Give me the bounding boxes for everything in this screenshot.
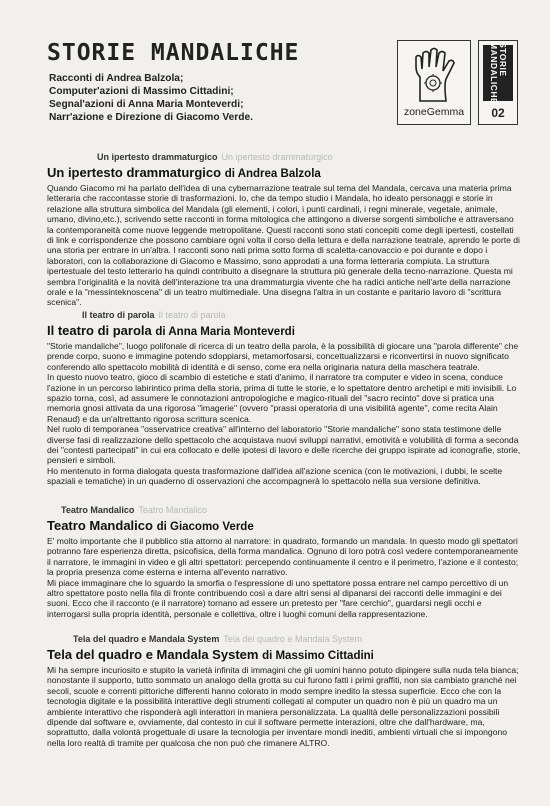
section-teatro-mandalico <box>47 505 522 619</box>
kicker-ghost: Un ipertesto drammaturgico <box>221 152 333 162</box>
issue-number: 02 <box>491 106 505 120</box>
paragraph: Mi piace immaginare che lo sguardo la smorfia o l'espressione di uno spettatore possa entrare nel campo percettivo di un altro spettatore posto nella fila di fronte contribuendo così a dare altri sensi al dipanarsi dei racconti delle immagini e dei suoni. Ecco che il racconto (e il narratore) tornano ad essere un pretesto per "fare cerchio", guardarsi negli occhi e interrogarsi sulla propria identità, personale e collettiva, oltre i luoghi comuni della rappresentazione. <box>47 577 509 619</box>
section-kicker <box>47 505 522 518</box>
logo-name: zoneGemma <box>403 106 465 118</box>
logo-box <box>397 40 471 125</box>
credits-block <box>49 72 379 124</box>
section-author: di Giacomo Verde <box>156 521 254 533</box>
kicker-ghost: Il teatro di parola <box>158 310 226 320</box>
paragraph: "Storie mandaliche", luogo polifonale di ricerca di un teatro della parola, è la possibilità di giocare una "parola differente" che prende corpo, suono e immagine potendo sdoppiarsi, metamorfosarsi, concettualizzarsi e riconvertirsi in nuovo significato conferendo allo spettacolo mobilità di identità e di senso, come era nella originaria natura della maschera teatrale. <box>47 341 519 372</box>
section-body <box>47 665 522 748</box>
paragraph: E' molto importante che il pubblico stia attorno al narratore: in quadrato, formando un mandala. In questo modo gli spettatori potranno fare esperienza diretta, psicofisica, della forma mandalica. Ognuno di loro potrà così vedere contemporaneamente il narratore, le immagini in video e gli altri spettatori: percependo continuamente il centro e il perimetro, l'azione e il contesto; la propria presenza come esterna e interna all'evento narrativo. <box>47 536 519 578</box>
kicker-ghost: Teatro Mandalico <box>138 505 207 515</box>
page-title: STORIE MANDALICHE <box>47 40 300 66</box>
paragraph: Quando Giacomo mi ha parlato dell'idea di una cybernarrazione teatrale sul tema del Mandala, cercava una materia prima letteraria che raccontasse storie di trasformazioni. Io, che da tempo studio i Mandala, ho ideato personaggi e storie in relazione alla struttura simbolica del Mandala (gli elementi, i colori, i punti cardinali, i regni minerale, vegetale, animale, umano, divino,etc.), scrivendo sette racconti in forma mitologica che attingono a diverse sorgenti simboliche e attraversano la contemporaneità come nuove leggende metropolitane. Questi racconti sono stati concepiti come degli ipertesti, costellati di link e corrispondenze che possono cambiare ogni volta il corso della lettura e della narrazione teatrale, aprendo le porte di una storia per entrare in un'altra. I racconti sono nati prima sotto forma di scaletta-canovaccio e poi durante e dopo i laboratori, con la collaborazione di Giacomo e Massimo, sono approdati a una forma letteraria compiuta. La struttura ipertestuale del testo letterario ha quindi contribuito a disegnare la struttura più generale della tecno-narrazione. Questa mi sembra l'originalità e la novità dell'interazione tra una drammaturgia vivente che ha radici antiche nell'arte della narrazione orale e la "messinteknoscena" di un teatro multimediale. Una disegna l'altra in un costante e paritario lavoro di "scrittura scenica". <box>47 183 520 308</box>
section-teatro-parola <box>47 310 522 487</box>
credit-line: Narr'azione e Direzione di Giacomo Verde. <box>49 112 253 123</box>
section-title <box>47 323 522 340</box>
kicker-ghost: Tela del quadro e Mandala System <box>223 634 362 644</box>
section-ipertesto <box>47 152 522 308</box>
kicker-text: Tela del quadro e Mandala System <box>73 634 220 644</box>
hand-mandala-icon <box>408 47 460 103</box>
section-tela-quadro <box>47 634 522 748</box>
section-kicker <box>47 310 522 323</box>
series-label: STORIE MANDALICHE <box>483 45 513 101</box>
section-title-text: Un ipertesto drammaturgico <box>47 165 222 180</box>
section-title-text: Tela del quadro e Mandala System <box>47 647 259 662</box>
section-author: di Massimo Cittadini <box>262 650 374 662</box>
section-body <box>47 536 522 619</box>
paragraph: Mi ha sempre incuriosito e stupito la varietà infinita di immagini che gli uomini hanno potuto dipingere sulla nuda tela bianca; nonostante il supporto, tutto sommato un analogo della grotta su cui furono fatti i primi graffiti, non sia cambiato granché nei secoli, scuole e correnti pittoriche differenti hanno colorato in modo sempre inedito la stessa superficie. Ecco che con la tecnologia digitale e la possibilità interattive degli strumenti collegati al computer un quadro non è più un quadro ma un ambiente interattivo che risponderà agli interattori in maniera personalizzata. La qualità delle personalizzazioni possibili dipende dal software e, ovviamente, dal contesto in cui il software permette interazioni, oltre che dall'hardware, ma, soprattutto, dalla volontà progettuale di usare la tecnologia per inventare mondi inediti, ambienti virtuali che si impongono nella loro realtà di tramite per qualcosa che non può che rimanere ALTRO. <box>47 665 519 748</box>
kicker-text: Un ipertesto drammaturgico <box>97 152 218 162</box>
section-title <box>47 647 522 664</box>
section-body <box>47 183 522 308</box>
credit-line: Computer'azioni di Massimo Cittadini; <box>49 86 234 97</box>
paragraph: In questo nuovo teatro, gioco di scambio di estetiche e stati d'animo, il narratore tra computer e video in scena, conduce l'azione in un percorso labirintico prima della storia, prima di tutte le storie, e lo spettatore dentro archetipi e miti invisibili. Lo spazio torna, così, ad assumere le connotazioni antropologiche e magico-rituali del "sacro recinto" dove si pratica una memoria gnosi attivata da una rigorosa "imagerie" (ovvero "prassi operatoria di una visibilità agente", come recita Alain Renaud) e da un'altrettanto rigorosa scrittura scenica. <box>47 372 517 424</box>
section-author: di Andrea Balzola <box>224 168 321 180</box>
credit-line: Segnal'azioni di Anna Maria Monteverdi; <box>49 99 244 110</box>
section-kicker <box>47 634 522 647</box>
section-author: di Anna Maria Monteverdi <box>155 326 295 338</box>
paragraph: Nel ruolo di temporanea "osservatrice creativa" all'interno del laboratorio "Storie mandaliche" sono stata testimone delle diverse fasi di realizzazione dello spettacolo che acquistava nuovi sviluppi narrativi, emotività e volubilità di forma a seconda dei "contesti partecipati" in cui era collocato e delle ipotesi di lavoro e delle ricerche dei gruppo ispirate ad iconografie, storie, pensieri e simboli. <box>47 424 521 466</box>
paragraph: Ho mentenuto in forma dialogata questa trasformazione dall'idea all'azione scenica (con le motivazioni, i dubbi, le scelte spaziali e tematiche) in un quaderno di osservazioni che accompagnerà lo spettacolo nella sua versione definitiva. <box>47 465 503 487</box>
section-body <box>47 341 522 487</box>
section-title-text: Il teatro di parola <box>47 323 152 338</box>
section-title-text: Teatro Mandalico <box>47 518 153 533</box>
kicker-text: Il teatro di parola <box>82 310 155 320</box>
issue-box <box>478 40 518 125</box>
credit-line: Racconti di Andrea Balzola; <box>49 73 184 84</box>
section-title <box>47 518 522 535</box>
section-kicker <box>47 152 522 165</box>
section-title <box>47 165 522 182</box>
kicker-text: Teatro Mandalico <box>61 505 135 515</box>
